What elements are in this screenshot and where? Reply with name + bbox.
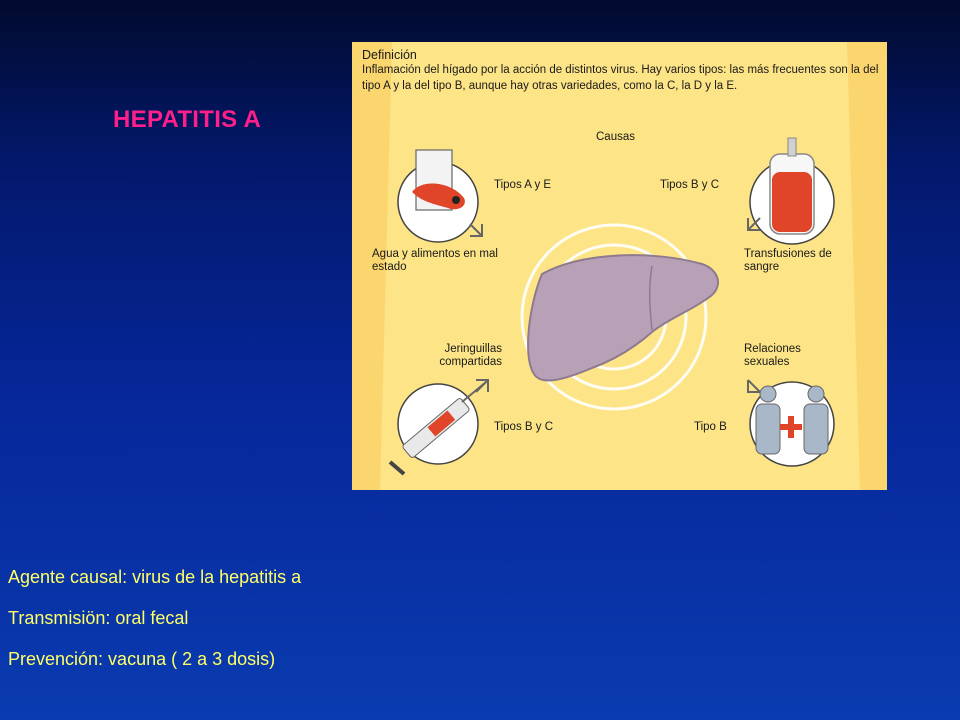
prevention-text: Prevención: vacuna ( 2 a 3 dosis) xyxy=(8,649,276,669)
type-b-label: Tipo B xyxy=(694,421,727,433)
water-food-icon xyxy=(398,150,482,242)
couple-icon xyxy=(748,380,834,466)
transfusion-label: Transfusiones de sangre xyxy=(744,248,832,273)
types-b-c-top-label: Tipos B y C xyxy=(660,179,720,191)
causal-agent-text: Agente causal: virus de la hepatitis a xyxy=(8,567,302,587)
syringe-icon xyxy=(390,380,488,474)
info-list xyxy=(8,566,301,689)
blood-bag-icon xyxy=(748,138,834,244)
transmission-text: Transmisiön: oral fecal xyxy=(8,608,189,628)
definition-title: Definición xyxy=(362,48,417,62)
slide-title: HEPATITIS A xyxy=(113,106,262,133)
water-food-label: Agua y alimentos en mal estado xyxy=(372,248,498,273)
hepatitis-causes-diagram xyxy=(352,42,887,490)
definition-text: Inflamación del hígado por la acción de distintos virus. Hay varios tipos: las más frecuentes son la del tipo A y la del tipo B, aunque hay otras variedades, como la C, la D y la E. xyxy=(362,64,879,92)
types-a-e-label: Tipos A y E xyxy=(494,179,552,191)
types-b-c-bottom-label: Tipos B y C xyxy=(494,421,554,433)
causes-label: Causas xyxy=(596,131,635,143)
syringes-label: Jeringuillas compartidas xyxy=(439,343,502,368)
liver-illustration xyxy=(528,255,718,380)
sexual-relations-label: Relaciones sexuales xyxy=(744,343,801,368)
